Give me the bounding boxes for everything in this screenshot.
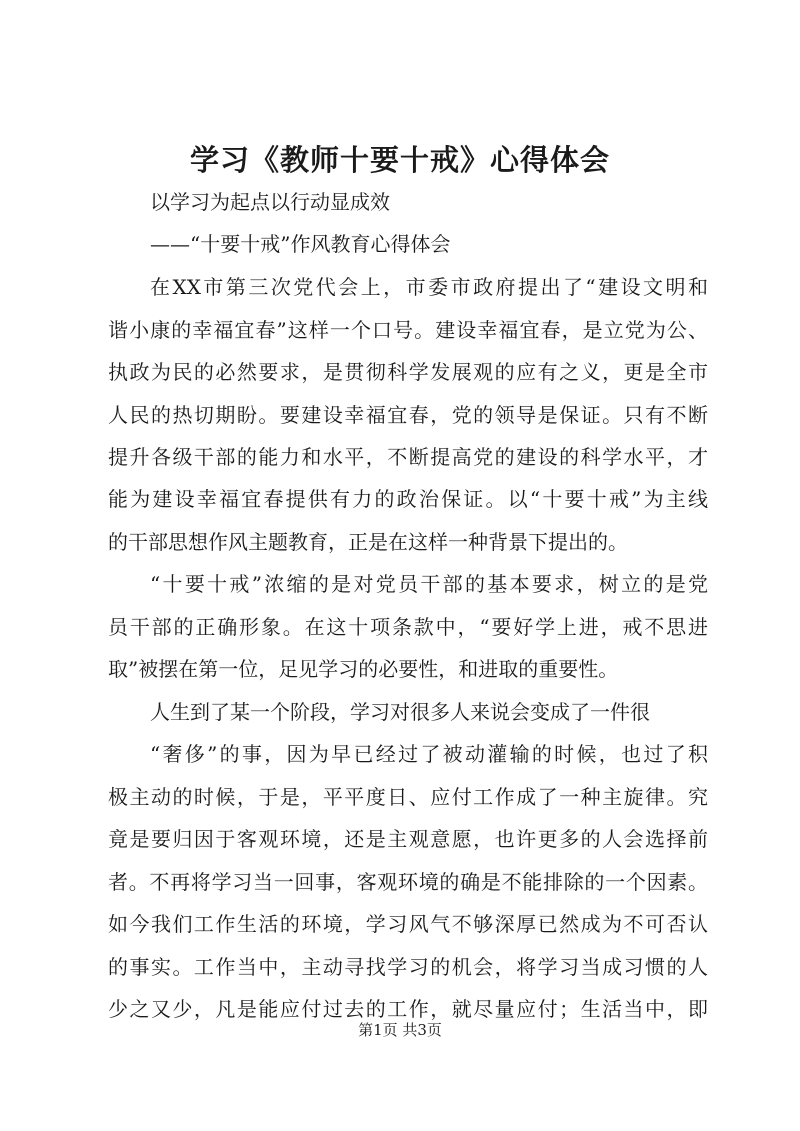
- paragraph-line: 能为建设幸福宜春提供有力的政治保证。以“十要十戒”为主线: [108, 487, 708, 511]
- paragraph-line: 在XX市第三次党代会上，市委市政府提出了“建设文明和: [150, 275, 708, 299]
- paragraph-line: 的干部思想作风主题教育，正是在这样一种背景下提出的。: [108, 530, 628, 554]
- paragraph-line: 执政为民的必然要求，是贯彻科学发展观的应有之义，更是全市: [108, 360, 708, 384]
- paragraph-line: 员干部的正确形象。在这十项条款中，“要好学上进，戒不思进: [108, 615, 708, 639]
- paragraph-line: 如今我们工作生活的环境，学习风气不够深厚已然成为不可否认: [108, 912, 708, 936]
- paragraph-line: 人生到了某一个阶段，学习对很多人来说会变成了一件很: [150, 700, 650, 724]
- paragraph-line: 人民的热切期盼。要建设幸福宜春，党的领导是保证。只有不断: [108, 403, 708, 427]
- paragraph-line: 提升各级干部的能力和水平，不断提高党的建设的科学水平，才: [108, 445, 708, 469]
- paragraph-line: 谐小康的幸福宜春”这样一个口号。建设幸福宜春，是立党为公、: [108, 318, 708, 342]
- subtitle-line: ——“十要十戒”作风教育心得体会: [150, 232, 451, 256]
- page-title: 学习《教师十要十戒》心得体会: [189, 143, 610, 177]
- paragraph-line: 的事实。工作当中，主动寻找学习的机会，将学习当成习惯的人: [108, 955, 708, 979]
- paragraph-line: 少之又少，凡是能应付过去的工作，就尽量应付；生活当中，即: [108, 997, 708, 1021]
- paragraph-line: 极主动的时候，于是，平平度日、应付工作成了一种主旋律。究: [108, 785, 708, 809]
- paragraph-line: “十要十戒”浓缩的是对党员干部的基本要求，树立的是党: [150, 572, 708, 596]
- paragraph-line: “奢侈”的事，因为早已经过了被动灌输的时候，也过了积: [150, 742, 708, 766]
- paragraph-line: 竟是要归因于客观环境，还是主观意愿，也许更多的人会选择前: [108, 827, 708, 851]
- page-number: 第1页 共3页: [358, 1021, 442, 1039]
- subtitle-line: 以学习为起点以行动显成效: [150, 190, 390, 214]
- paragraph-line: 者。不再将学习当一回事，客观环境的确是不能排除的一个因素。: [108, 870, 708, 894]
- paragraph-line: 取”被摆在第一位，足见学习的必要性，和进取的重要性。: [108, 657, 619, 681]
